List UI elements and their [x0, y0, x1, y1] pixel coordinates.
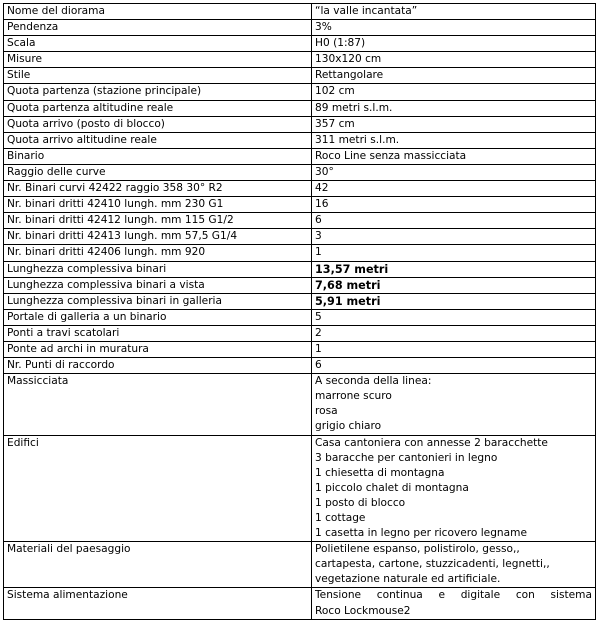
table-row-edifici [4, 435, 596, 542]
materiali-line: vegetazione naturale ed artificiale. [315, 573, 501, 586]
table-row [4, 293, 596, 309]
row-label: Portale di galleria a un binario [4, 309, 312, 325]
table-row [4, 181, 596, 197]
edifici-line: 1 piccolo chalet di montagna [315, 481, 469, 494]
row-value: 3 [312, 229, 596, 245]
row-label: Lunghezza complessiva binari [4, 261, 312, 277]
massicciata-line: A seconda della linea: [315, 375, 432, 388]
row-label: Scala [4, 36, 312, 52]
massicciata-line: grigio chiaro [315, 420, 382, 433]
row-value-bold: 5,91 metri [312, 293, 596, 309]
edifici-line: 1 posto di blocco [315, 496, 406, 509]
edifici-line: 1 cottage [315, 512, 366, 524]
materiali-line: cartapesta, cartone, stuzzicadenti, legnetti,, [315, 558, 550, 571]
alimentazione-line: Roco Lockmouse2 [315, 604, 411, 617]
table-row [4, 325, 596, 341]
row-label: Ponti a travi scatolari [4, 325, 312, 341]
row-label: Nr. Binari curvi 42422 raggio 358 30° R2 [4, 181, 312, 197]
row-label: Pendenza [4, 20, 312, 36]
row-value: 1 [312, 341, 596, 357]
table-row [4, 100, 596, 116]
row-label: Quota partenza altitudine reale [4, 100, 312, 116]
table-row [4, 341, 596, 357]
massicciata-line: marrone scuro [315, 390, 392, 403]
table-row [4, 68, 596, 84]
edifici-value [312, 435, 596, 542]
table-row [4, 132, 596, 148]
edifici-line: 3 baracche per cantonieri in legno [315, 451, 498, 464]
row-label: Nr. Punti di raccordo [4, 358, 312, 374]
table-row [4, 52, 596, 68]
massicciata-value [312, 374, 596, 435]
row-value: H0 (1:87) [312, 36, 596, 52]
row-value: 5 [312, 309, 596, 325]
row-value: 89 metri s.l.m. [312, 100, 596, 116]
row-value: 30° [312, 164, 596, 180]
row-value: 357 cm [312, 116, 596, 132]
table-row [4, 84, 596, 100]
row-value: 16 [312, 197, 596, 213]
row-label: Nr. binari dritti 42406 lungh. mm 920 [4, 245, 312, 261]
row-label: Quota arrivo (posto di blocco) [4, 116, 312, 132]
materiali-line: Polietilene espanso, polistirolo, gesso,, [315, 543, 520, 556]
edifici-line: 1 casetta in legno per ricovero legname [315, 527, 527, 540]
table-row-alimentazione [4, 588, 596, 619]
row-label: Massicciata [4, 374, 312, 435]
table-row [4, 309, 596, 325]
table-row [4, 213, 596, 229]
table-row [4, 116, 596, 132]
row-value-bold: 13,57 metri [312, 261, 596, 277]
row-label: Quota partenza (stazione principale) [4, 84, 312, 100]
table-row-materiali [4, 542, 596, 588]
row-label: Binario [4, 148, 312, 164]
edifici-line: 1 chiesetta di montagna [315, 466, 445, 479]
row-label: Ponte ad archi in muratura [4, 341, 312, 357]
row-value: 1 [312, 245, 596, 261]
row-label: Edifici [4, 435, 312, 542]
row-value: 311 metri s.l.m. [312, 132, 596, 148]
row-label: Nome del diorama [4, 4, 312, 20]
row-value: 102 cm [312, 84, 596, 100]
table-row [4, 20, 596, 36]
row-label: Nr. binari dritti 42413 lungh. mm 57,5 G1/4 [4, 229, 312, 245]
row-value-bold: 7,68 metri [312, 277, 596, 293]
table-row [4, 261, 596, 277]
row-value: 6 [312, 358, 596, 374]
row-value: 3% [312, 20, 596, 36]
alimentazione-value [312, 588, 596, 619]
table-row [4, 148, 596, 164]
alimentazione-line: Tensione continua e digitale con sistema [315, 589, 592, 602]
row-value: Roco Line senza massicciata [312, 148, 596, 164]
row-label: Nr. binari dritti 42412 lungh. mm 115 G1/2 [4, 213, 312, 229]
row-label: Misure [4, 52, 312, 68]
row-value: “la valle incantata” [312, 4, 596, 20]
table-row [4, 229, 596, 245]
row-value: 42 [312, 181, 596, 197]
table-row [4, 36, 596, 52]
row-value: Rettangolare [312, 68, 596, 84]
table-row [4, 277, 596, 293]
table-row [4, 164, 596, 180]
row-label: Lunghezza complessiva binari a vista [4, 277, 312, 293]
row-value: 6 [312, 213, 596, 229]
row-label: Stile [4, 68, 312, 84]
row-label: Lunghezza complessiva binari in galleria [4, 293, 312, 309]
materiali-value [312, 542, 596, 588]
table-row [4, 245, 596, 261]
table-row [4, 4, 596, 20]
edifici-line: Casa cantoniera con annesse 2 baracchette [315, 436, 548, 449]
diorama-spec-table [3, 3, 596, 620]
table-row-massicciata [4, 374, 596, 435]
row-value: 2 [312, 325, 596, 341]
row-label: Nr. binari dritti 42410 lungh. mm 230 G1 [4, 197, 312, 213]
table-row [4, 197, 596, 213]
row-value: 130x120 cm [312, 52, 596, 68]
table-row [4, 358, 596, 374]
row-label: Sistema alimentazione [4, 588, 312, 619]
row-label: Quota arrivo altitudine reale [4, 132, 312, 148]
row-label: Materiali del paesaggio [4, 542, 312, 588]
row-label: Raggio delle curve [4, 164, 312, 180]
massicciata-line: rosa [315, 405, 338, 418]
